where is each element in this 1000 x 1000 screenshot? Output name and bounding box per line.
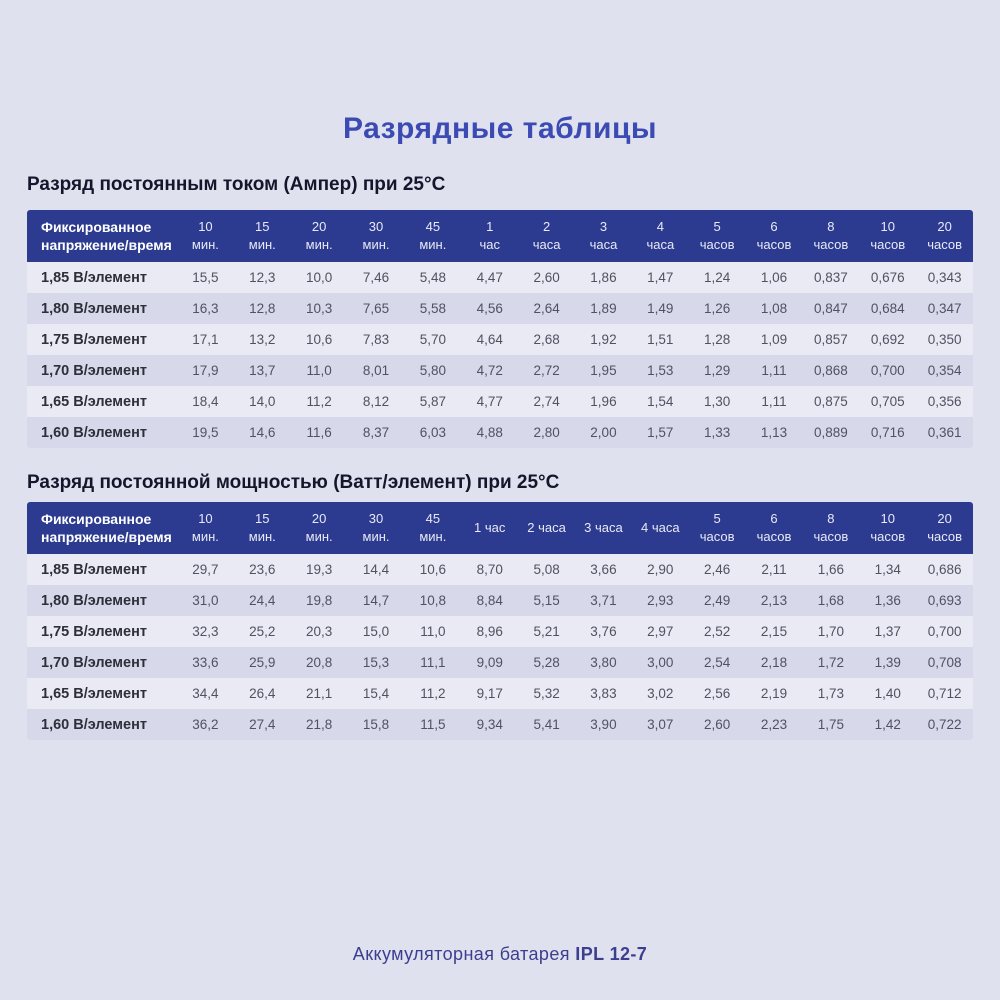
value-cell: 3,02 (647, 686, 674, 701)
value-cell: 0,837 (813, 270, 848, 285)
value-cell: 1,66 (817, 562, 845, 577)
column-header-line: мин. (248, 529, 276, 544)
value-cell: 2,80 (533, 425, 560, 440)
column-header-line: 10 (880, 511, 895, 527)
column-header (177, 510, 234, 545)
value-cell: 1,06 (760, 270, 788, 285)
footer-text: Аккумуляторная батарея (352, 944, 570, 964)
column-header (689, 218, 746, 253)
column-header (575, 519, 632, 537)
value-cell: 14,7 (362, 593, 390, 608)
footer (0, 944, 1000, 965)
value-cell: 1,29 (704, 363, 731, 378)
corner-label (27, 510, 177, 546)
column-header (234, 510, 291, 545)
column-header-line: часа (532, 237, 561, 252)
value-cell: 0,875 (813, 394, 848, 409)
table-row (27, 554, 973, 585)
column-header-line: часов (813, 529, 849, 544)
value-cell: 0,676 (870, 270, 905, 285)
column-header (177, 218, 234, 253)
value-cell: 1,75 (817, 717, 845, 732)
page-title: Разрядные таблицы (342, 112, 658, 145)
table-row (27, 324, 973, 355)
value-cell: 0,857 (813, 332, 848, 347)
value-cell: 5,80 (419, 363, 446, 378)
value-cell: 5,70 (419, 332, 446, 347)
value-cell: 1,39 (874, 655, 901, 670)
value-cell: 1,33 (704, 425, 731, 440)
column-header-line: часов (756, 237, 792, 252)
value-cell: 1,42 (874, 717, 901, 732)
value-cell: 24,4 (249, 593, 276, 608)
value-cell: 27,4 (249, 717, 276, 732)
row-label: 1,75 В/элемент (41, 623, 147, 640)
column-header-line: 10 (198, 511, 213, 527)
column-header (859, 510, 916, 545)
column-header-line: 30 (368, 511, 384, 527)
value-cell: 11,0 (420, 624, 446, 639)
value-cell: 2,97 (647, 624, 674, 639)
value-cell: 2,15 (760, 624, 788, 639)
value-cell: 4,56 (476, 301, 503, 316)
value-cell: 2,64 (533, 301, 560, 316)
value-cell: 2,74 (533, 394, 560, 409)
value-cell: 2,72 (533, 363, 560, 378)
column-header-line: 6 (770, 511, 778, 527)
value-cell: 10,0 (306, 270, 333, 285)
value-cell: 9,17 (476, 686, 503, 701)
value-cell: 5,21 (533, 624, 560, 639)
column-header-line: часов (927, 529, 962, 544)
value-cell: 2,18 (760, 655, 788, 670)
value-cell: 15,4 (362, 686, 390, 701)
column-header-line: 20 (937, 511, 952, 527)
value-cell: 8,70 (476, 562, 503, 577)
column-header-line: 5 (713, 511, 721, 527)
value-cell: 10,6 (306, 332, 333, 347)
value-cell: 10,8 (419, 593, 446, 608)
value-cell: 16,3 (192, 301, 219, 316)
value-cell: 14,0 (249, 394, 276, 409)
column-header-line: мин. (362, 237, 390, 252)
table-header-row (27, 502, 973, 554)
value-cell: 3,00 (647, 655, 674, 670)
value-cell: 11,2 (420, 686, 446, 701)
value-cell: 1,37 (874, 624, 901, 639)
column-header-line: часов (699, 237, 735, 252)
row-label: 1,80 В/элемент (41, 592, 147, 609)
column-header (859, 218, 916, 253)
column-header (404, 510, 461, 545)
value-cell: 0,350 (927, 332, 962, 347)
table-row (27, 647, 973, 678)
column-header-line: часов (813, 237, 849, 252)
value-cell: 1,13 (760, 425, 788, 440)
value-cell: 5,28 (533, 655, 560, 670)
value-cell: 0,686 (927, 562, 962, 577)
value-cell: 5,58 (419, 301, 446, 316)
value-cell: 33,6 (192, 655, 219, 670)
value-cell: 8,12 (362, 394, 390, 409)
value-cell: 2,19 (760, 686, 788, 701)
row-label: 1,85 В/элемент (41, 269, 147, 286)
value-cell: 9,09 (476, 655, 503, 670)
value-cell: 2,46 (704, 562, 731, 577)
column-header-line: 10 (198, 219, 213, 235)
value-cell: 8,96 (476, 624, 503, 639)
column-header-line: 20 (311, 511, 327, 527)
value-cell: 2,49 (704, 593, 731, 608)
value-cell: 1,36 (874, 593, 901, 608)
value-cell: 2,93 (647, 593, 674, 608)
value-cell: 2,56 (704, 686, 731, 701)
value-cell: 4,72 (476, 363, 503, 378)
column-header (461, 218, 518, 253)
value-cell: 2,11 (761, 562, 787, 577)
column-header-line: 45 (425, 511, 441, 527)
column-header-line: часа (589, 237, 618, 252)
value-cell: 6,03 (419, 425, 446, 440)
column-header-line: 45 (425, 219, 441, 235)
value-cell: 1,70 (817, 624, 845, 639)
value-cell: 12,3 (249, 270, 276, 285)
table-row (27, 293, 973, 324)
row-label: 1,80 В/элемент (41, 300, 147, 317)
value-cell: 2,90 (647, 562, 674, 577)
row-label: 1,65 В/элемент (41, 685, 147, 702)
column-header (348, 510, 405, 545)
value-cell: 23,6 (249, 562, 276, 577)
row-label: 1,70 В/элемент (41, 362, 147, 379)
value-cell: 1,72 (817, 655, 845, 670)
column-header-line: часов (870, 237, 906, 252)
discharge-power-table (27, 502, 973, 740)
value-cell: 1,57 (647, 425, 674, 440)
value-cell: 13,2 (249, 332, 276, 347)
corner-label-line: Фиксированное (41, 218, 152, 235)
value-cell: 2,13 (760, 593, 788, 608)
value-cell: 3,71 (590, 593, 617, 608)
column-header (689, 510, 746, 545)
value-cell: 8,37 (362, 425, 390, 440)
column-header-line: 20 (937, 219, 952, 235)
value-cell: 3,83 (590, 686, 617, 701)
column-header (802, 510, 859, 545)
value-cell: 1,28 (704, 332, 731, 347)
value-cell: 1,11 (761, 394, 787, 409)
value-cell: 8,01 (362, 363, 390, 378)
value-cell: 12,8 (249, 301, 276, 316)
value-cell: 4,88 (476, 425, 503, 440)
value-cell: 2,68 (533, 332, 560, 347)
corner-label-line: Фиксированное (41, 510, 152, 527)
value-cell: 5,08 (533, 562, 560, 577)
value-cell: 3,76 (590, 624, 617, 639)
value-cell: 1,24 (704, 270, 731, 285)
value-cell: 1,51 (647, 332, 674, 347)
column-header (916, 218, 973, 253)
value-cell: 2,23 (760, 717, 788, 732)
value-cell: 15,5 (192, 270, 219, 285)
column-header-line: 15 (255, 219, 270, 235)
value-cell: 17,9 (192, 363, 219, 378)
value-cell: 1,09 (760, 332, 788, 347)
column-header-line: 4 часа (641, 520, 680, 536)
value-cell: 1,68 (817, 593, 845, 608)
row-label: 1,70 В/элемент (41, 654, 147, 671)
value-cell: 17,1 (192, 332, 219, 347)
column-header-line: мин. (362, 529, 390, 544)
value-cell: 1,89 (590, 301, 617, 316)
column-header (461, 519, 518, 537)
value-cell: 8,84 (476, 593, 503, 608)
table-row (27, 678, 973, 709)
value-cell: 15,0 (362, 624, 390, 639)
value-cell: 34,4 (192, 686, 219, 701)
value-cell: 7,83 (362, 332, 390, 347)
column-header-line: 4 (656, 219, 664, 235)
column-header (802, 218, 859, 253)
value-cell: 0,847 (813, 301, 848, 316)
value-cell: 1,40 (874, 686, 901, 701)
value-cell: 2,60 (533, 270, 560, 285)
table-row (27, 616, 973, 647)
value-cell: 29,7 (192, 562, 219, 577)
column-header (518, 519, 575, 537)
value-cell: 0,722 (927, 717, 962, 732)
column-header-line: мин. (419, 237, 447, 252)
value-cell: 3,90 (590, 717, 617, 732)
value-cell: 31,0 (192, 593, 219, 608)
column-header-line: мин. (305, 237, 333, 252)
table-header-row (27, 210, 973, 262)
column-header-line: 15 (255, 511, 270, 527)
value-cell: 3,80 (590, 655, 617, 670)
column-header-line: 3 часа (584, 520, 623, 536)
column-header (234, 218, 291, 253)
column-header-line: 1 час (474, 520, 506, 536)
value-cell: 11,6 (306, 425, 332, 440)
value-cell: 5,41 (533, 717, 560, 732)
discharge-power-heading: Разряд постоянной мощностью (Ватт/элемент) при 25°C (27, 472, 560, 493)
column-header (575, 218, 632, 253)
column-header-line: часов (927, 237, 962, 252)
row-label: 1,85 В/элемент (41, 561, 147, 578)
table-row (27, 709, 973, 740)
column-header-line: мин. (248, 237, 276, 252)
value-cell: 20,3 (306, 624, 333, 639)
value-cell: 2,60 (704, 717, 731, 732)
value-cell: 1,54 (647, 394, 674, 409)
value-cell: 2,54 (704, 655, 731, 670)
table-row (27, 585, 973, 616)
value-cell: 4,64 (476, 332, 503, 347)
value-cell: 0,347 (927, 301, 962, 316)
value-cell: 0,684 (870, 301, 905, 316)
value-cell: 1,73 (817, 686, 845, 701)
column-header-line: 20 (311, 219, 327, 235)
corner-label (27, 218, 177, 254)
corner-label-line: напряжение/время (41, 529, 172, 545)
value-cell: 13,7 (249, 363, 276, 378)
value-cell: 0,712 (927, 686, 962, 701)
value-cell: 0,354 (927, 363, 962, 378)
value-cell: 1,92 (590, 332, 617, 347)
column-header-line: 5 (713, 219, 721, 235)
column-header-line: часов (756, 529, 792, 544)
value-cell: 0,692 (870, 332, 905, 347)
value-cell: 25,2 (249, 624, 276, 639)
column-header-line: мин. (191, 237, 219, 252)
column-header-line: 2 часа (527, 520, 566, 536)
value-cell: 4,47 (476, 270, 503, 285)
value-cell: 1,96 (590, 394, 617, 409)
column-header (632, 519, 689, 537)
column-header (632, 218, 689, 253)
value-cell: 15,3 (362, 655, 390, 670)
column-header (746, 218, 803, 253)
column-header (291, 510, 348, 545)
value-cell: 1,95 (590, 363, 617, 378)
column-header-line: часов (699, 529, 735, 544)
value-cell: 9,34 (476, 717, 503, 732)
column-header-line: 10 (880, 219, 895, 235)
value-cell: 1,08 (760, 301, 788, 316)
value-cell: 0,716 (870, 425, 905, 440)
value-cell: 1,34 (874, 562, 901, 577)
column-header (746, 510, 803, 545)
value-cell: 3,66 (590, 562, 617, 577)
value-cell: 19,5 (192, 425, 219, 440)
value-cell: 11,5 (420, 717, 446, 732)
value-cell: 11,0 (306, 363, 332, 378)
value-cell: 5,48 (419, 270, 446, 285)
column-header-line: 1 (486, 219, 494, 235)
value-cell: 5,15 (533, 593, 560, 608)
row-label: 1,75 В/элемент (41, 331, 147, 348)
value-cell: 0,700 (927, 624, 962, 639)
footer-model: IPL 12-7 (575, 944, 648, 964)
value-cell: 10,6 (419, 562, 446, 577)
column-header (348, 218, 405, 253)
value-cell: 0,361 (927, 425, 962, 440)
value-cell: 5,32 (533, 686, 560, 701)
value-cell: 21,1 (306, 686, 333, 701)
value-cell: 14,4 (362, 562, 390, 577)
table-row (27, 386, 973, 417)
value-cell: 14,6 (249, 425, 276, 440)
value-cell: 1,30 (704, 394, 731, 409)
value-cell: 2,52 (704, 624, 731, 639)
corner-label-line: напряжение/время (41, 237, 172, 253)
value-cell: 1,11 (761, 363, 787, 378)
row-label: 1,60 В/элемент (41, 716, 147, 733)
value-cell: 11,1 (420, 655, 446, 670)
value-cell: 4,77 (476, 394, 503, 409)
table-row (27, 355, 973, 386)
row-label: 1,65 В/элемент (41, 393, 147, 410)
value-cell: 19,3 (306, 562, 333, 577)
column-header-line: 8 (827, 511, 835, 527)
column-header-line: 6 (770, 219, 778, 235)
value-cell: 0,708 (927, 655, 962, 670)
value-cell: 1,49 (647, 301, 674, 316)
row-label: 1,60 В/элемент (41, 424, 147, 441)
value-cell: 0,343 (927, 270, 962, 285)
column-header-line: час (479, 237, 500, 252)
value-cell: 7,65 (362, 301, 390, 316)
value-cell: 19,8 (306, 593, 333, 608)
value-cell: 0,889 (813, 425, 848, 440)
column-header-line: часов (870, 529, 906, 544)
value-cell: 10,3 (306, 301, 333, 316)
value-cell: 1,86 (590, 270, 617, 285)
value-cell: 0,693 (927, 593, 962, 608)
value-cell: 20,8 (306, 655, 333, 670)
value-cell: 0,700 (870, 363, 905, 378)
column-header-line: мин. (419, 529, 447, 544)
column-header (404, 218, 461, 253)
value-cell: 0,356 (927, 394, 962, 409)
discharge-current-heading: Разряд постоянным током (Ампер) при 25°C (27, 174, 446, 195)
value-cell: 1,53 (647, 363, 674, 378)
value-cell: 15,8 (362, 717, 390, 732)
value-cell: 26,4 (249, 686, 276, 701)
value-cell: 21,8 (306, 717, 333, 732)
value-cell: 3,07 (647, 717, 674, 732)
value-cell: 18,4 (192, 394, 219, 409)
column-header-line: 2 (542, 219, 551, 235)
column-header-line: 30 (368, 219, 384, 235)
column-header (916, 510, 973, 545)
value-cell: 36,2 (192, 717, 219, 732)
table-row (27, 417, 973, 448)
value-cell: 5,87 (419, 394, 446, 409)
column-header-line: 3 (599, 219, 608, 235)
value-cell: 25,9 (249, 655, 276, 670)
value-cell: 32,3 (192, 624, 219, 639)
value-cell: 1,47 (647, 270, 674, 285)
value-cell: 1,26 (704, 301, 731, 316)
value-cell: 0,705 (870, 394, 905, 409)
value-cell: 7,46 (362, 270, 390, 285)
value-cell: 2,00 (590, 425, 617, 440)
discharge-current-table (27, 210, 973, 448)
column-header (518, 218, 575, 253)
column-header-line: мин. (191, 529, 219, 544)
column-header (291, 218, 348, 253)
value-cell: 11,2 (306, 394, 332, 409)
column-header-line: 8 (827, 219, 835, 235)
table-row (27, 262, 973, 293)
value-cell: 0,868 (813, 363, 848, 378)
column-header-line: мин. (305, 529, 333, 544)
column-header-line: часа (646, 237, 675, 252)
